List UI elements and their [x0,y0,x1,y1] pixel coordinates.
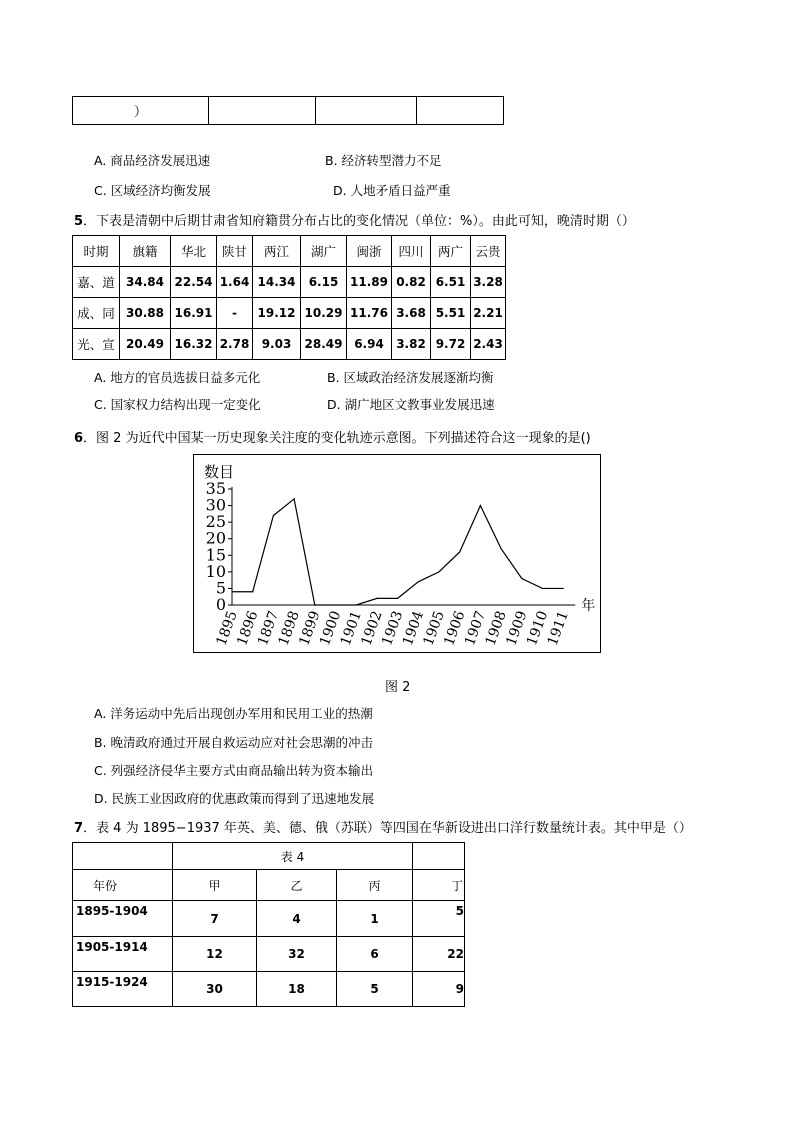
x-tick-label: 1897 [254,608,283,648]
x-tick-label: 1905 [420,608,448,648]
q7-cell: 32 [257,937,337,972]
q6-option-a: A. 洋务运动中先后出现创办军用和民用工业的热潮 [94,706,373,721]
q7-cell: 7 [173,901,257,937]
q5-header-cell: 云贵 [471,236,506,267]
q4-option-c: C. 区域经济均衡发展 [94,183,211,198]
q5-text: ．下表是清朝中后期甘肃省知府籍贯分布占比的变化情况（单位：%）。由此可知，晚清时期（） [83,214,635,229]
q5-header-cell: 四川 [392,236,431,267]
q5-cell: - [217,298,253,329]
x-tick-label: 1896 [234,608,262,648]
data-point [231,591,232,592]
data-point [252,591,253,592]
table-row [73,901,465,937]
q7-header-row [73,870,465,901]
q5-cell: 6.15 [301,267,347,298]
q5-header-cell: 两江 [253,236,301,267]
data-point [376,598,377,599]
x-tick-label: 1911 [544,608,572,648]
q7-title-row [73,843,465,870]
fragment-cell-text: ） [133,105,147,120]
q5-cell: 6.94 [347,329,392,360]
q5-cell: 2.78 [217,329,253,360]
table-row [73,298,506,329]
y-tick-label: 30 [205,495,226,515]
q5-cell: 9.03 [253,329,301,360]
q7-cell: 4 [257,901,337,937]
q5-cell: 11.76 [347,298,392,329]
q5-cell: 3.82 [392,329,431,360]
line-chart [193,454,601,653]
x-axis-label: 年 [581,598,596,614]
q7-header-cell: 甲 [173,870,257,901]
q5-cell: 16.32 [171,329,217,360]
q6-option-d: D. 民族工业因政府的优惠政策而得到了迅速地发展 [94,791,375,806]
data-point [480,505,481,506]
q5-cell: 5.51 [431,298,471,329]
q5-cell: 20.49 [120,329,171,360]
table-row [73,937,465,972]
series-line [232,499,563,605]
data-point [335,604,336,605]
data-point [397,598,398,599]
q5-period-cell: 光、宣 [73,329,120,360]
y-tick-label: 10 [205,561,226,581]
q5-header-cell: 时期 [73,236,120,267]
q5-cell: 1.64 [217,267,253,298]
data-point [294,498,295,499]
q5-stem [74,210,635,229]
x-tick-label: 1904 [399,608,428,648]
q5-header-cell: 华北 [171,236,217,267]
data-point [521,578,522,579]
y-tick-label: 15 [205,545,226,565]
y-tick-label: 35 [205,479,226,498]
q4-option-b: B. 经济转型潜力不足 [325,153,442,168]
data-point [542,588,543,589]
fragment-cell [417,97,504,125]
q5-header-row [73,236,506,267]
q6-option-c: C. 列强经济侵华主要方式由商品输出转为资本输出 [94,763,374,778]
x-tick-label: 1898 [275,608,303,648]
y-tick-label: 5 [215,578,226,598]
q5-number: 5 [74,214,84,229]
q7-cell: 5 [337,972,413,1007]
q5-cell: 19.12 [253,298,301,329]
q7-cell: 30 [173,972,257,1007]
q5-period-cell: 成、同 [73,298,120,329]
q6-option-b: B. 晚清政府通过开展自救运动应对社会思潮的冲击 [94,735,374,750]
q5-option-d: D. 湖广地区文教事业发展迅速 [327,397,495,412]
fragment-cell [209,97,316,125]
y-axis-label: 数目 [204,463,235,481]
x-tick-label: 1901 [337,608,365,648]
q5-cell: 9.72 [431,329,471,360]
x-tick-label: 1895 [213,608,241,648]
q7-year-cell: 1905-1914 [73,937,173,972]
q7-text: ．表 4 为 1895−1937 年英、美、德、俄（苏联）等四国在华新设进出口洋行数量统计表。其中甲是（） [83,821,692,836]
data-point [418,581,419,582]
chart-svg [194,455,600,652]
q7-year-cell: 1895-1904 [73,901,173,937]
data-point [438,571,439,572]
data-point [501,548,502,549]
q7-cell: 5 [413,901,465,937]
q6-text: ．图 2 为近代中国某一历史现象关注度的变化轨迹示意图。下列描述符合这一现象的是() [83,431,591,446]
q5-cell: 3.68 [392,298,431,329]
y-tick-label: 0 [215,595,226,614]
q7-header-cell: 乙 [257,870,337,901]
q7-table [72,842,465,1007]
q5-header-cell: 湖广 [301,236,347,267]
x-tick-label: 1900 [317,608,345,648]
data-point [356,604,357,605]
q5-cell: 2.43 [471,329,506,360]
y-tick-label: 25 [205,512,226,532]
previous-table-fragment [72,96,504,125]
q5-cell: 28.49 [301,329,347,360]
x-tick-label: 1909 [503,608,531,648]
q7-stem [74,817,692,836]
x-tick-label: 1910 [524,608,552,648]
x-tick-label: 1903 [379,608,407,648]
table-row [73,267,506,298]
x-tick-label: 1902 [358,608,386,648]
q5-period-cell: 嘉、道 [73,267,120,298]
q4-option-a: A. 商品经济发展迅速 [94,153,211,168]
q7-header-cell: 丁 [413,870,465,901]
q7-year-cell: 1915-1924 [73,972,173,1007]
q7-empty-cell [413,843,465,870]
q7-header-cell: 年份 [73,870,173,901]
table-row [73,972,465,1007]
q7-cell: 12 [173,937,257,972]
q5-cell: 30.88 [120,298,171,329]
q7-cell: 9 [413,972,465,1007]
q7-cell: 18 [257,972,337,1007]
data-point [563,588,564,589]
x-tick-label: 1908 [482,608,510,648]
data-point [459,551,460,552]
data-point [273,515,274,516]
q5-cell: 6.51 [431,267,471,298]
x-tick-label: 1906 [441,608,469,648]
y-tick-label: 20 [205,528,226,548]
q5-option-b: B. 区域政治经济发展逐渐均衡 [327,370,494,385]
q5-cell: 3.28 [471,267,506,298]
q5-header-cell: 陕甘 [217,236,253,267]
q7-header-cell: 丙 [337,870,413,901]
q5-cell: 34.84 [120,267,171,298]
q7-table-title: 表 4 [173,843,413,870]
figure-caption: 图 2 [385,680,411,695]
table-row [73,329,506,360]
q5-header-cell: 两广 [431,236,471,267]
q7-cell: 6 [337,937,413,972]
q4-option-d: D. 人地矛盾日益严重 [333,183,451,198]
q6-number: 6 [74,431,84,446]
q5-cell: 10.29 [301,298,347,329]
q5-option-a: A. 地方的官员选拔日益多元化 [94,370,261,385]
q5-cell: 2.21 [471,298,506,329]
q7-empty-cell [73,843,173,870]
q5-table [72,235,506,360]
q6-stem [74,427,591,446]
x-tick-label: 1907 [461,608,490,648]
q5-cell: 22.54 [171,267,217,298]
q7-number: 7 [74,821,84,836]
fragment-cell [73,97,209,125]
q5-header-cell: 闽浙 [347,236,392,267]
q7-cell: 22 [413,937,465,972]
q5-header-cell: 旗籍 [120,236,171,267]
q5-option-c: C. 国家权力结构出现一定变化 [94,397,261,412]
q7-cell: 1 [337,901,413,937]
q5-cell: 16.91 [171,298,217,329]
q5-cell: 14.34 [253,267,301,298]
data-point [314,604,315,605]
x-tick-label: 1899 [296,608,324,648]
q5-cell: 0.82 [392,267,431,298]
q5-cell: 11.89 [347,267,392,298]
fragment-cell [316,97,417,125]
